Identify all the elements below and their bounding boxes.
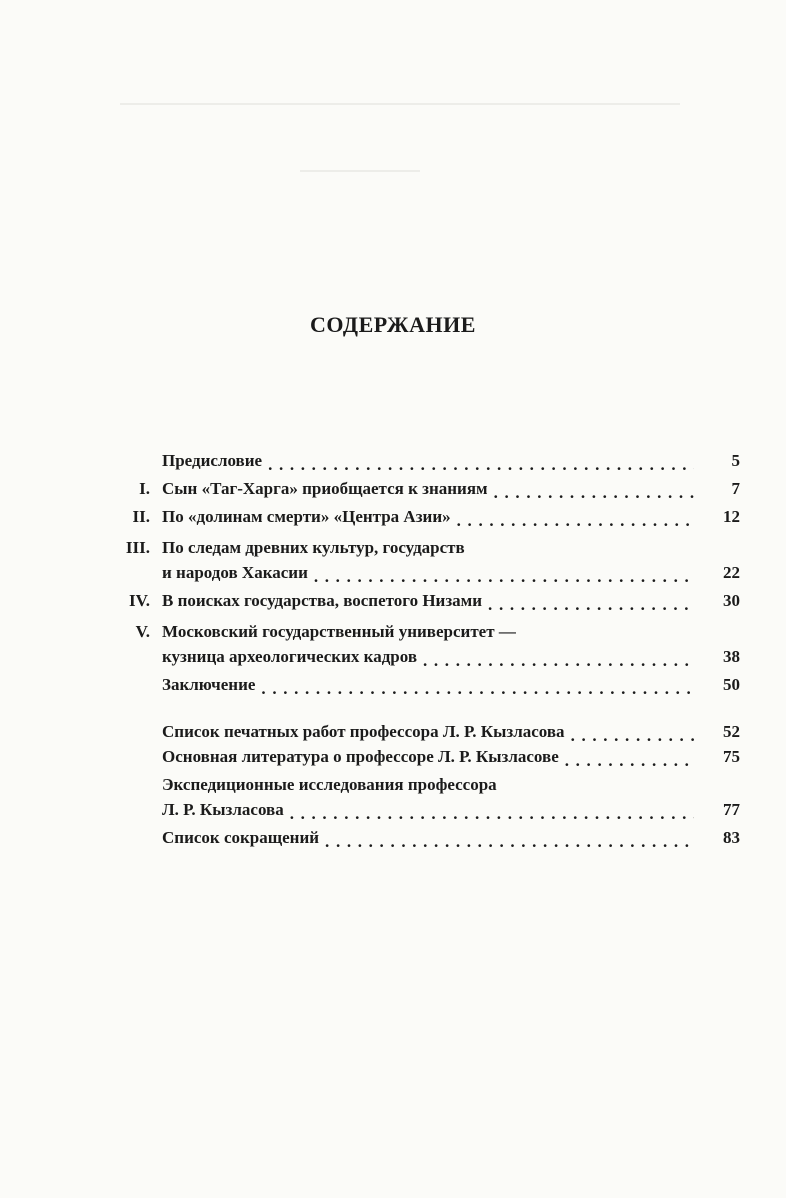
- dot-leader: [290, 800, 694, 822]
- dot-leader: [571, 722, 694, 744]
- dot-leader: [488, 591, 694, 613]
- toc-page-number: 50: [723, 675, 740, 694]
- toc-entry-number: I.: [139, 479, 150, 498]
- toc-entry-title: В поисках государства, воспетого Низами: [162, 591, 483, 610]
- toc-entry[interactable]: [100, 719, 740, 744]
- toc-entry-title: По «долинам смерти» «Центра Азии»: [162, 507, 451, 526]
- toc-entry-title: Л. Р. Кызласова: [162, 800, 284, 819]
- toc-page-number: 30: [723, 591, 740, 610]
- toc-page-number: 5: [731, 451, 740, 470]
- toc-entry[interactable]: [100, 772, 740, 822]
- toc-entry[interactable]: [100, 588, 740, 613]
- toc-page-number: 83: [723, 828, 740, 847]
- toc-page-number: 77: [723, 800, 740, 819]
- toc-entry-number: V.: [135, 622, 150, 641]
- bleed-through-line: [120, 103, 680, 105]
- toc-entry[interactable]: [100, 448, 740, 473]
- toc-entry-title: Список печатных работ профессора Л. Р. Кызласова: [162, 722, 565, 741]
- toc-entry[interactable]: [100, 672, 740, 697]
- toc-entry-number: III.: [125, 538, 150, 557]
- toc-entry-title-line: Московский государственный университет —: [162, 622, 516, 641]
- dot-leader: [457, 507, 694, 529]
- toc-entry[interactable]: [100, 744, 740, 769]
- dot-leader: [494, 479, 694, 501]
- toc-page-number: 22: [723, 563, 740, 582]
- toc-entry-title: Список сокращений: [162, 828, 320, 847]
- toc-entry-number: IV.: [129, 591, 150, 610]
- toc-entry-title: Основная литература о профессоре Л. Р. Кызласове: [162, 747, 559, 766]
- table-of-contents: [100, 448, 740, 853]
- toc-entry-title: Сын «Таг-Харга» приобщается к знаниям: [162, 479, 488, 498]
- page-title: СОДЕРЖАНИЕ: [310, 312, 476, 337]
- bleed-through-line: [300, 170, 420, 172]
- toc-entry-title: и народов Хакасии: [162, 563, 308, 582]
- toc-entry-number: II.: [132, 507, 150, 526]
- toc-entry-title: Заключение: [162, 675, 256, 694]
- section-gap: [100, 697, 740, 719]
- toc-entry[interactable]: [100, 476, 740, 501]
- dot-leader: [314, 563, 694, 585]
- dot-leader: [268, 451, 694, 473]
- toc-page-number: 75: [723, 747, 740, 766]
- toc-page-number: 38: [723, 647, 740, 666]
- dot-leader: [261, 675, 694, 697]
- toc-entry-title: Предисловие: [162, 451, 263, 470]
- toc-page-number: 12: [723, 507, 740, 526]
- toc-entry[interactable]: [100, 535, 740, 585]
- toc-entry-title-line: По следам древних культур, государств: [162, 538, 465, 557]
- toc-entry[interactable]: [100, 825, 740, 850]
- toc-entry-title: кузница археологических кадров: [162, 647, 417, 666]
- dot-leader: [325, 828, 694, 850]
- dot-leader: [423, 647, 694, 669]
- toc-page-number: 7: [731, 479, 740, 498]
- toc-page-number: 52: [723, 722, 740, 741]
- dot-leader: [565, 747, 694, 769]
- toc-entry[interactable]: [100, 619, 740, 669]
- toc-entry-title-line: Экспедиционные исследования профессора: [162, 775, 497, 794]
- toc-entry[interactable]: [100, 504, 740, 529]
